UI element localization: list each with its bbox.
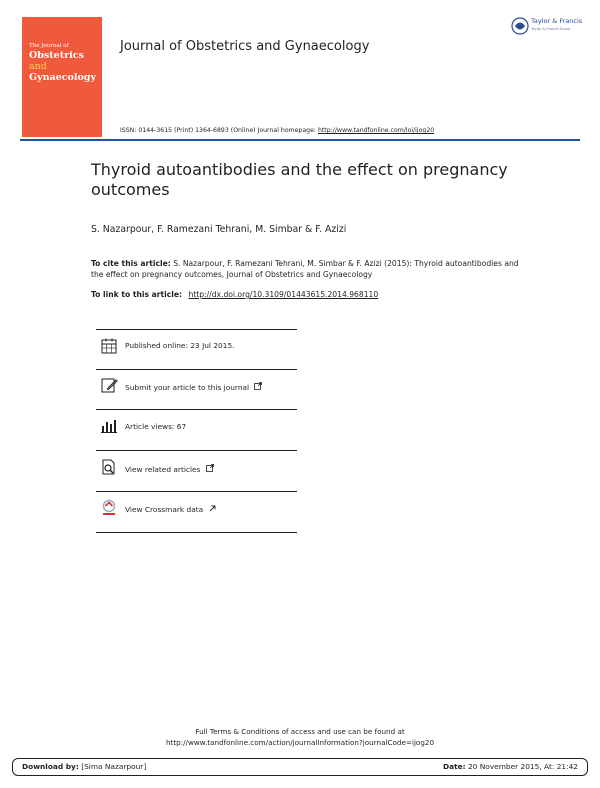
citation (91, 258, 521, 280)
row-divider (96, 369, 297, 370)
published-online: Published online: 23 Jul 2015. (125, 341, 235, 350)
row-divider (96, 532, 297, 533)
row-divider (96, 450, 297, 451)
article-views: Article views: 67 (125, 422, 187, 431)
related-articles-label: View related articles (125, 465, 201, 474)
terms-text: Full Terms & Conditions of access and use can be found at (195, 727, 405, 736)
downloaded-by-value: [Sima Nazarpour] (81, 762, 147, 771)
cover-line3: Gynaecology (29, 72, 96, 83)
downloaded-by-label: Download by: (22, 762, 79, 771)
external-link-icon (254, 382, 262, 390)
cover-line1: The Journal of (29, 43, 69, 49)
cover-word-obstetrics: Obstetrics (29, 50, 84, 61)
doi-link[interactable]: http://dx.doi.org/10.3109/01443615.2014.968110 (188, 290, 379, 299)
article-authors: S. Nazarpour, F. Ramezani Tehrani, M. Simbar & F. Azizi (91, 224, 347, 235)
publisher-logo-text: Taylor & Francis (531, 17, 583, 25)
crossmark-icon (100, 499, 118, 517)
cite-label: To cite this article: (91, 259, 171, 268)
header-divider (20, 139, 580, 141)
edit-icon (100, 376, 118, 394)
external-link-icon (206, 464, 214, 472)
cover-line2 (29, 50, 102, 72)
journal-homepage-link[interactable]: http://www.tandfonline.com/loi/ijog20 (317, 127, 435, 134)
issn-text: ISSN: 0144-3615 (Print) 1364-6893 (Online) Journal homepage: (120, 127, 316, 134)
crossmark-label: View Crossmark data (125, 505, 204, 514)
journal-cover (22, 17, 102, 137)
link-label: To link to this article: (91, 290, 183, 299)
crossmark-link[interactable] (125, 505, 216, 514)
article-title: Thyroid autoantibodies and the effect on pregnancy outcomes (91, 160, 508, 199)
downloaded-by (22, 762, 146, 771)
submit-article-label: Submit your article to this journal (125, 383, 250, 392)
related-articles-link[interactable] (125, 464, 214, 474)
calendar-icon (100, 337, 118, 355)
row-divider (96, 409, 297, 410)
search-document-icon (100, 458, 118, 476)
cite-text: S. Nazarpour, F. Ramezani Tehrani, M. Simbar & F. Azizi (2015): Thyroid autoantibodies and the effect on pregnancy outcomes, Journal of Obstetrics and Gynaecology (91, 259, 519, 279)
download-date-value: 20 November 2015, At: 21:42 (467, 762, 578, 771)
issn-line (120, 127, 434, 134)
download-date-label: Date: (442, 762, 466, 771)
publisher-logo-subtext: Taylor & Francis Group (531, 27, 571, 31)
cover-word-and: and (29, 61, 47, 72)
journal-title: Journal of Obstetrics and Gynaecology (120, 39, 370, 54)
arrow-up-right-icon (209, 505, 216, 512)
terms-url[interactable]: http://www.tandfonline.com/action/journalInformation?journalCode=ijog20 (165, 738, 435, 747)
download-date (443, 762, 578, 771)
bar-chart-icon (100, 417, 118, 435)
row-divider (96, 491, 297, 492)
submit-article-link[interactable] (125, 382, 262, 392)
row-divider (96, 329, 297, 330)
article-link (91, 290, 378, 299)
